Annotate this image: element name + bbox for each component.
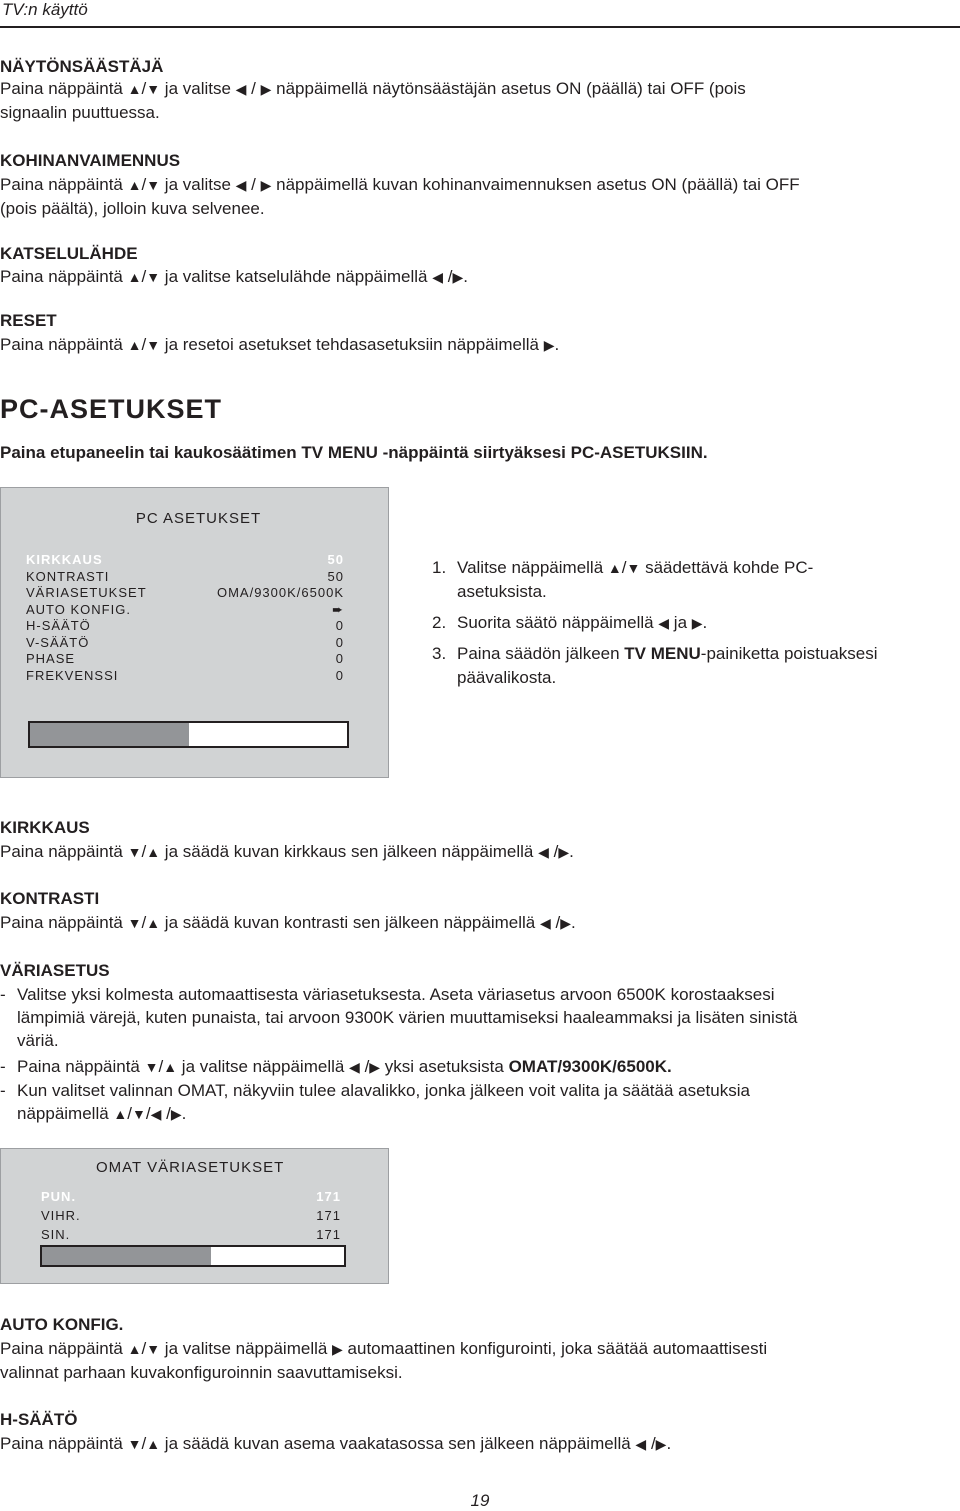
heading-contrast: KONTRASTI	[0, 889, 100, 908]
custom-color-level-fill	[42, 1247, 211, 1265]
color-setting-item-3: - Kun valitset valinnan OMAT, näkyviin tulee alavalikko, jonka jälkeen voit valita ja säätää asetuksia näppäimellä ▲/▼/◀ /▶.	[0, 1081, 750, 1123]
h-position-text: Paina näppäintä ▼/▲ ja säädä kuvan asema vaakatasossa sen jälkeen näppäimellä ◀ /▶.	[0, 1434, 672, 1453]
menu-item-label: H-SÄÄTÖ	[26, 618, 91, 633]
custom-color-menu-title: OMAT VÄRIASETUKSET	[96, 1159, 285, 1176]
heading-noise-reduction: KOHINANVAIMENNUS	[0, 151, 181, 170]
pc-menu-item-brightness[interactable]	[26, 552, 344, 569]
heading-brightness: KIRKKAUS	[0, 818, 90, 837]
pc-settings-intro: Paina etupaneelin tai kaukosäätimen TV MENU -näppäintä siirtyäksesi PC-ASETUKSIIN.	[0, 443, 708, 462]
custom-color-item-green[interactable]	[41, 1206, 341, 1225]
menu-item-label: VIHR.	[41, 1208, 81, 1223]
menu-item-value: 171	[316, 1208, 341, 1223]
menu-item-label: V-SÄÄTÖ	[26, 634, 90, 650]
menu-item-value: 0	[335, 618, 344, 633]
custom-color-item-red[interactable]	[41, 1187, 341, 1206]
menu-item-label: AUTO KONFIG.	[26, 601, 131, 617]
heading-source: KATSELULÄHDE	[0, 244, 138, 263]
menu-item-value: 50	[327, 568, 344, 584]
heading-screensaver: NÄYTÖNSÄÄSTÄJÄ	[0, 57, 164, 76]
menu-item-value: 0	[335, 651, 344, 666]
custom-color-item-blue[interactable]	[41, 1225, 341, 1244]
pc-menu-item-h-position[interactable]	[26, 618, 344, 635]
pc-menu-item-frequency[interactable]	[26, 668, 344, 685]
menu-item-label: KIRKKAUS	[26, 552, 103, 567]
menu-item-value: 0	[335, 667, 344, 683]
menu-item-label: KONTRASTI	[26, 568, 110, 584]
pc-menu-list	[26, 552, 344, 684]
menu-item-value: 50	[327, 552, 344, 567]
color-setting-item-2: - Paina näppäintä ▼/▲ ja valitse näppäimellä ◀ /▶ yksi asetuksista OMAT/9300K/6500K.	[0, 1057, 672, 1076]
pc-menu-item-auto-config[interactable]	[26, 602, 344, 619]
header-rule	[0, 26, 960, 28]
page-number: 19	[470, 1491, 490, 1510]
section-title-pc-settings: PC-ASETUKSET	[0, 394, 223, 424]
pc-settings-menu	[0, 487, 389, 778]
menu-item-value: 0	[335, 634, 344, 650]
running-header: TV:n käyttö	[2, 0, 88, 19]
menu-item-value: 171	[316, 1227, 341, 1242]
custom-color-level-bar[interactable]	[40, 1245, 346, 1267]
menu-item-value: 171	[316, 1189, 341, 1204]
pc-menu-item-phase[interactable]	[26, 651, 344, 668]
arrow-right-icon: ➨	[332, 601, 344, 617]
heading-reset: RESET	[0, 311, 57, 330]
menu-item-label: PHASE	[26, 651, 76, 666]
source-text: Paina näppäintä ▲/▼ ja valitse katselulähde näppäimellä ◀ /▶.	[0, 267, 468, 286]
pc-steps-list: 1. Valitse näppäimellä ▲/▼ säädettävä kohde PC- asetuksista. 2. Suorita säätö näppäimellä ◀ ja ▶. 3. Paina säädön jälkeen TV MENU-painiketta poistuaksesi päävalikosta.	[432, 558, 878, 687]
color-setting-item-1: - Valitse yksi kolmesta automaattisesta väriasetuksesta. Aseta väriasetus arvoon 6500K korostaaksesi lämpimiä värejä, kuten punaista, tai arvoon 9300K värien muuttamiseksi haaleammaksi ja lisäten sinistä väriä.	[0, 985, 798, 1050]
reset-text: Paina näppäintä ▲/▼ ja resetoi asetukset tehdasasetuksiin näppäimellä ▶.	[0, 335, 560, 354]
screensaver-text: Paina näppäintä ▲/▼ ja valitse ◀ / ▶ näppäimellä näytönsäästäjän asetus ON (päällä) tai OFF (pois signaalin puuttuessa.	[0, 79, 746, 122]
heading-h-position: H-SÄÄTÖ	[0, 1410, 78, 1429]
heading-auto-config: AUTO KONFIG.	[0, 1315, 124, 1334]
contrast-text: Paina näppäintä ▼/▲ ja säädä kuvan kontrasti sen jälkeen näppäimellä ◀ /▶.	[0, 913, 576, 932]
brightness-text: Paina näppäintä ▼/▲ ja säädä kuvan kirkkaus sen jälkeen näppäimellä ◀ /▶.	[0, 842, 574, 861]
pc-menu-title: PC ASETUKSET	[135, 510, 262, 527]
custom-color-list	[41, 1187, 341, 1244]
pc-menu-item-v-position[interactable]	[26, 635, 344, 652]
menu-item-label: SIN.	[41, 1227, 71, 1242]
heading-color-setting: VÄRIASETUS	[0, 961, 110, 980]
pc-menu-level-fill	[30, 723, 189, 746]
noise-reduction-text: Paina näppäintä ▲/▼ ja valitse ◀ / ▶ näppäimellä kuvan kohinanvaimennuksen asetus ON (päällä) tai OFF (pois päältä), jolloin kuva selvenee.	[0, 175, 800, 218]
pc-menu-item-contrast[interactable]	[26, 569, 344, 586]
custom-color-menu	[0, 1148, 389, 1284]
menu-item-value: OMA/9300K/6500K	[216, 585, 344, 600]
menu-item-label: VÄRIASETUKSET	[26, 585, 147, 600]
pc-menu-item-color-settings[interactable]	[26, 585, 344, 602]
pc-menu-level-bar[interactable]	[28, 721, 349, 748]
menu-item-label: PUN.	[41, 1189, 77, 1204]
menu-item-label: FREKVENSSI	[26, 667, 119, 683]
auto-config-text: Paina näppäintä ▲/▼ ja valitse näppäimellä ▶ automaattinen konfigurointi, joka säätää automaattisesti valinnat parhaan kuvakonfiguroinnin saavuttamiseksi.	[0, 1339, 768, 1382]
